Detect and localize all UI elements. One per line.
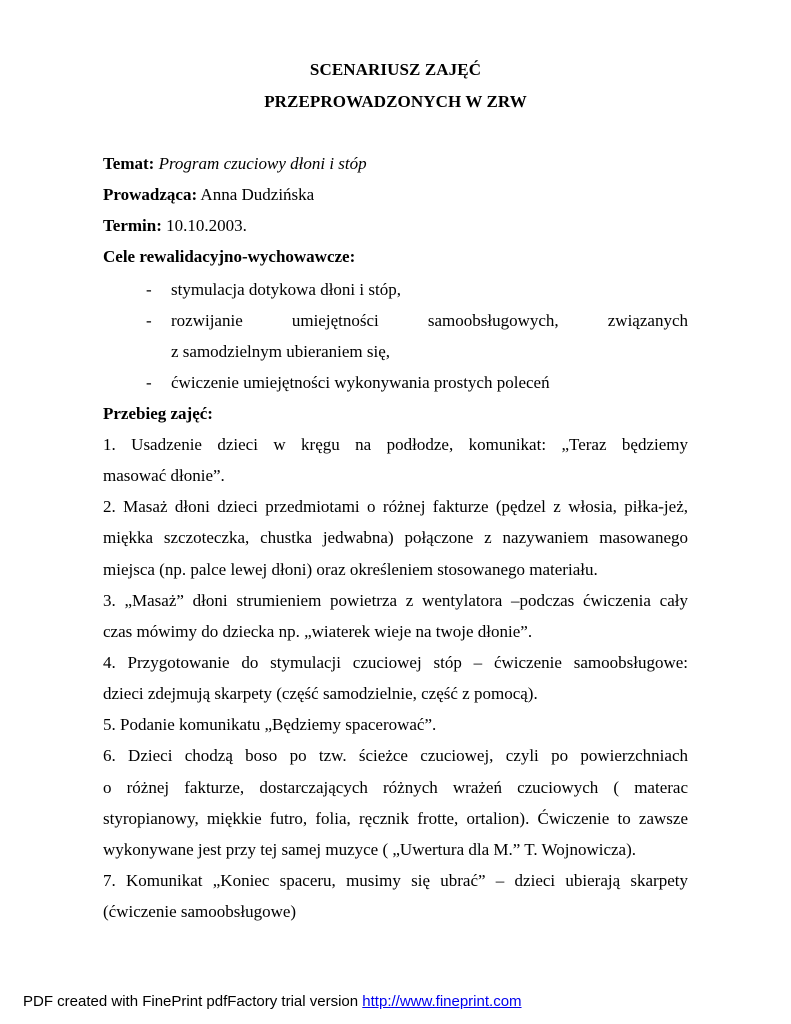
course-line: (ćwiczenie samoobsługowe) (103, 902, 297, 921)
goal-item-3: ćwiczenie umiejętności wykonywania prostych poleceń (171, 373, 550, 392)
course-line: o różnej fakturze, dostarczających różnych wrażeń czuciowych ( materac (103, 778, 688, 797)
topic-value: Program czuciowy dłoni i stóp (158, 154, 367, 173)
document-title-line-1: SCENARIUSZ ZAJĘĆ (309, 60, 482, 79)
course-heading: Przebieg zajęć: (103, 404, 213, 423)
footer-text: PDF created with FinePrint pdfFactory trial version (23, 993, 363, 1010)
fineprint-link[interactable]: http://www.fineprint.com (362, 993, 522, 1010)
document-title-line-2: PRZEPROWADZONYCH W ZRW (264, 92, 527, 111)
teacher-row (103, 184, 314, 205)
goal-item-2-line-1: rozwijanie umiejętności samoobsługowych, związanych (171, 311, 688, 330)
goals-heading: Cele rewalidacyjno-wychowawcze: (103, 247, 356, 266)
course-line: 6. Dzieci chodzą boso po tzw. ścieżce czuciowej, czyli po powierzchniach (103, 746, 688, 765)
bullet-dash: - (146, 311, 152, 330)
course-line: miękka szczoteczka, chustka jedwabna) połączone z nazywaniem masowanego (103, 528, 688, 547)
course-line: czas mówimy do dziecka np. „wiaterek wieje na twoje dłonie”. (103, 622, 533, 641)
course-line: masować dłonie”. (103, 466, 225, 485)
date-value: 10.10.2003. (166, 216, 247, 235)
date-label: Termin: (103, 216, 162, 235)
course-line: 3. „Masaż” dłoni strumieniem powietrza z wentylatora –podczas ćwiczenia cały (103, 591, 688, 610)
teacher-value: Anna Dudzińska (200, 185, 315, 204)
course-line: dzieci zdejmują skarpety (część samodzielnie, część z pomocą). (103, 684, 538, 703)
course-line: 4. Przygotowanie do stymulacji czuciowej stóp – ćwiczenie samoobsługowe: (103, 653, 688, 672)
course-line: styropianowy, miękkie futro, folia, ręcznik frotte, ortalion). Ćwiczenie to zawsze (103, 809, 688, 828)
pdf-footer (23, 993, 522, 1010)
bullet-dash: - (146, 373, 152, 392)
goal-item-1: stymulacja dotykowa dłoni i stóp, (171, 280, 401, 299)
teacher-label: Prowadząca: (103, 185, 198, 204)
bullet-dash: - (146, 280, 152, 299)
topic-row (103, 153, 367, 174)
date-row (103, 215, 247, 236)
topic-label: Temat: (103, 154, 155, 173)
course-line: 2. Masaż dłoni dzieci przedmiotami o różnej fakturze (pędzel z włosia, piłka-jeż, (103, 497, 688, 516)
course-line: miejsca (np. palce lewej dłoni) oraz określeniem stosowanego materiału. (103, 560, 598, 579)
course-line: 7. Komunikat „Koniec spaceru, musimy się ubrać” – dzieci ubierają skarpety (103, 871, 688, 890)
course-line: 1. Usadzenie dzieci w kręgu na podłodze, komunikat: „Teraz będziemy (103, 435, 688, 454)
course-line: 5. Podanie komunikatu „Będziemy spacerować”. (103, 715, 437, 734)
goal-item-2-line-2: z samodzielnym ubieraniem się, (171, 342, 391, 361)
course-line: wykonywane jest przy tej samej muzyce ( „Uwertura dla M.” T. Wojnowicza). (103, 840, 637, 859)
